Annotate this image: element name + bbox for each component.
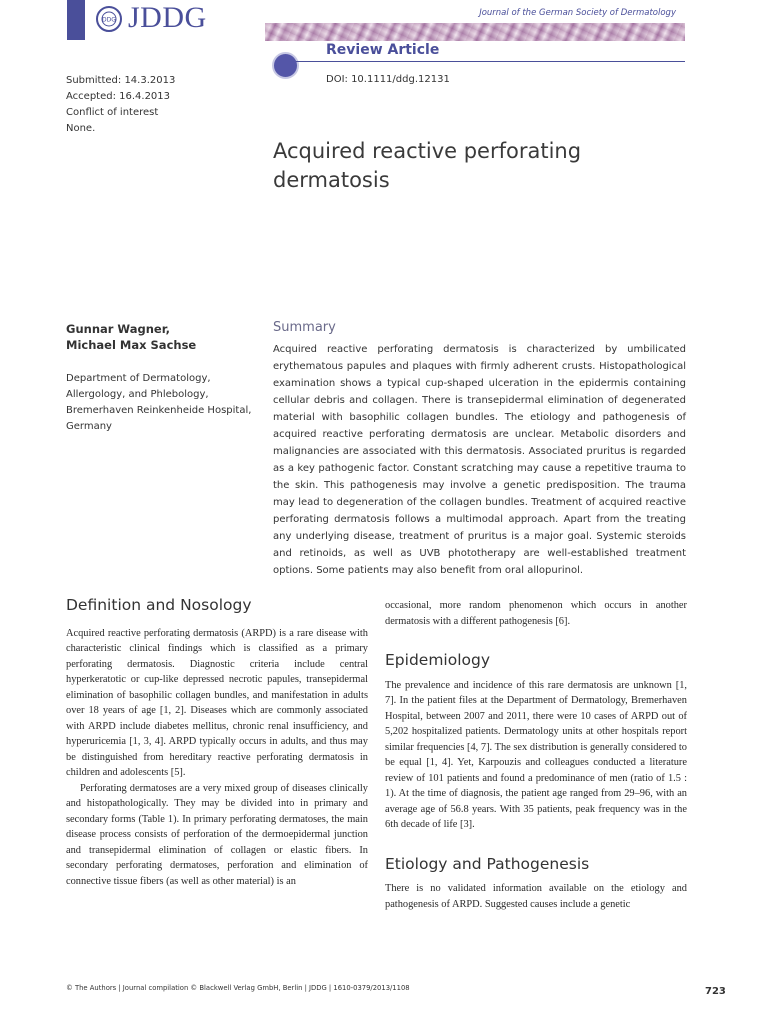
- paragraph-continuation: occasional, more random phenomenon which occurs in another dermatosis with a different pathogenesis [6].: [385, 600, 687, 627]
- submitted-date: Submitted: 14.3.2013: [66, 75, 176, 86]
- conflict-label: Conflict of interest: [66, 107, 159, 118]
- author-affiliation: Department of Dermatology, Allergology, and Phlebology, Bremerhaven Reinkenheide Hospital, Germany: [66, 373, 252, 432]
- journal-name: Journal of the German Society of Dermatology: [479, 8, 676, 18]
- body-column-left: [66, 598, 368, 889]
- section-heading-definition: Definition and Nosology: [66, 596, 252, 614]
- body-column-right: [385, 598, 687, 912]
- logo-color-bar: [67, 0, 85, 40]
- article-meta: [66, 73, 175, 137]
- section-heading-epidemiology: Epidemiology: [385, 651, 491, 669]
- paragraph: The prevalence and incidence of this rare dermatosis are unknown [1, 7]. In the patient files at the Department of Dermatology, Bremerhaven Hospital, between 2007 and 2011, there were 10 cases of ARPD out of 5,202 hospitalized patients. Dermatology units at other hospitals report similar frequencies [4, 7]. The sex distribution is generally considered to be equal [1, 4]. Yet, Karpouzis and colleagues conducted a literature review of 101 patients and found a predominance of men (ratio of 1.5 : 1). At the time of diagnosis, the patient age ranged from 29–96, with an average age of 56.8 years. With 35 patients, peak frequency was in the 6th decade of life [3].: [385, 679, 687, 830]
- paragraph: There is no validated information available on the etiology and pathogenesis of ARPD. Suggested causes include a genetic: [385, 883, 687, 910]
- author-name: Michael Max Sachse: [66, 338, 197, 352]
- author-name: Gunnar Wagner,: [66, 322, 171, 336]
- journal-logo: JDDG: [128, 1, 207, 34]
- paragraph: Perforating dermatoses are a very mixed group of diseases clinically and histopathologically. They may be divided into in primary and secondary forms (Table 1). In primary perforating dermatoses, the main disease process consists of perforation of the dermoepidermal junction and transepidermal elimination of collagen or elastic fibers. In secondary perforating dermatoses, perforation and elimination of connective tissue fibers (as well as other material) is an: [66, 782, 368, 887]
- page-number: 723: [705, 986, 726, 997]
- footer-copyright: © The Authors | Journal compilation © Blackwell Verlag GmbH, Berlin | JDDG | 1610-0379/2013/1108: [66, 984, 410, 992]
- society-seal-icon: [96, 6, 122, 32]
- svg-text:DDG: DDG: [102, 16, 116, 24]
- summary-heading: Summary: [273, 320, 336, 335]
- header-rule: [296, 61, 685, 62]
- author-list: [66, 321, 256, 353]
- paragraph: Acquired reactive perforating dermatosis (ARPD) is a rare disease with characteristic clinical findings which is classified as a primary perforating dermatosis. Diagnostic criteria include central hyperkeratotic or cup-like depressed necrotic papules, transepidermal elimination of basophilic collagen bundles, and manifestation in adults over 18 years of age [1, 2]. Diseases which are commonly associated with ARPD include diabetes mellitus, chronic renal insufficiency, and hyperuricemia [1, 3, 4]. ARPD typically occurs in adults, and thus may be distinguished from hereditary reactive perforating dermatosis in children and adolescents [5].: [66, 627, 368, 778]
- section-heading-etiology: Etiology and Pathogenesis: [385, 854, 590, 873]
- summary-text: Acquired reactive perforating dermatosis is characterized by umbilicated erythematous papules and plaques with firmly adherent crusts. Histopathological examination shows a typical cup-shaped ulceration in the epidermis containing cellular debris and collagen. There is transepidermal elimination of degenerated material with basophilic collagen bundles. The etiology and pathogenesis of acquired reactive perforating dermatosis are unclear. Metabolic disorders and malignancies are associated with this dermatosis. Associated pruritus is regarded as a key pathogenic factor. Constant scratching may cause a repetitive trauma to the skin. This pathogenesis may involve a genetic predisposition. The trauma may lead to degeneration of the collagen bundles. Treatment of acquired reactive perforating dermatosis follows a multimodal approach. Apart from the treating any underlying disease, treatment of pruritus is a major goal. Systemic steroids and retinoids, as well as UVB phototherapy are well-established treatment options. Some patients may also benefit from oral allopurinol.: [273, 344, 686, 576]
- accepted-date: Accepted: 16.4.2013: [66, 91, 171, 102]
- doi[interactable]: DOI: 10.1111/ddg.12131: [326, 74, 450, 85]
- article-title: Acquired reactive perforating dermatosis: [273, 139, 582, 192]
- header-dot-icon: [272, 52, 299, 79]
- conflict-value: None.: [66, 123, 96, 134]
- article-type: Review Article: [326, 42, 440, 58]
- histology-banner-image: [265, 23, 685, 41]
